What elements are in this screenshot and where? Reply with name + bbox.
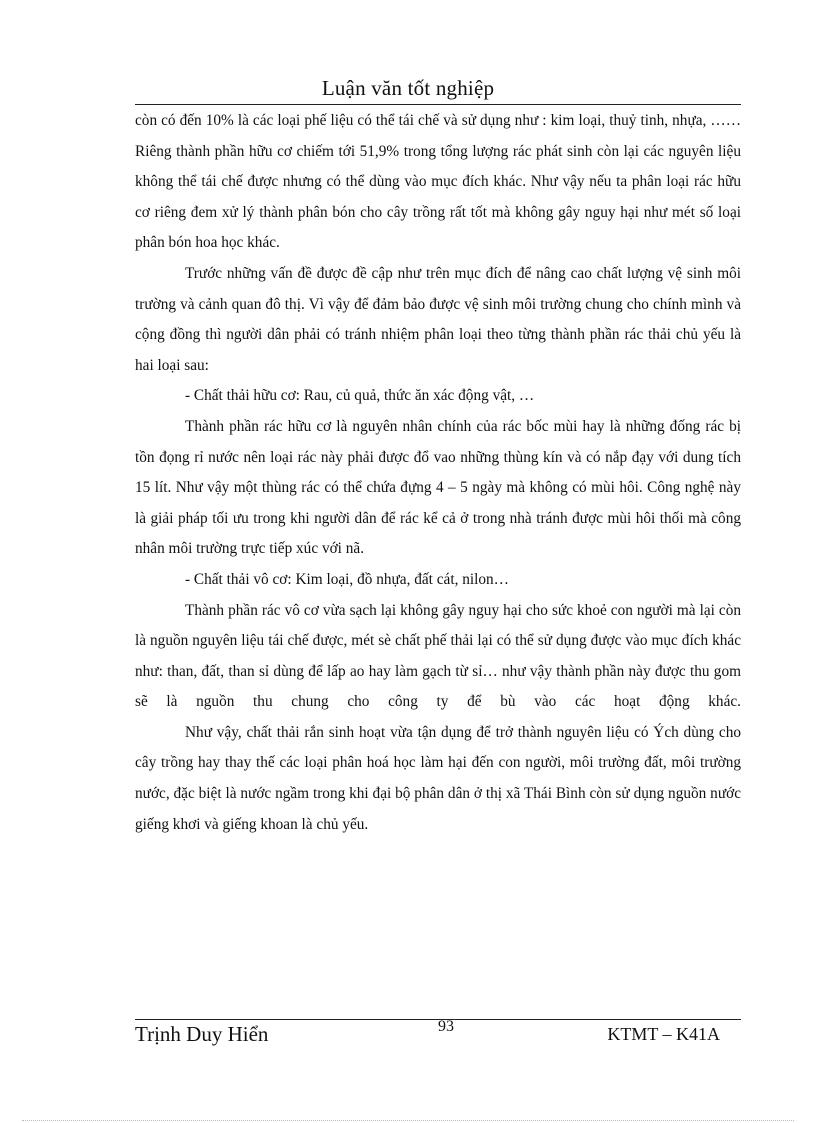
paragraph-conclusion: Như vậy, chất thải rắn sinh hoạt vừa tận dụng để trở thành nguyên liệu có Ých dùng cho cây trồng hay thay thế các loại phân hoá học làm hại đến con người, môi trường đất, môi trường nước, đặc biệt là nước ngầm trong khi đại bộ phân dân ở thị xã Thái Bình còn sử dụng nguồn nước giếng khơi và giếng khoan là chủ yếu. xyxy=(135,723,741,833)
paragraph-organic-waste: Thành phần rác hữu cơ là nguyên nhân chính của rác bốc mùi hay là những đống rác bị tồn đọng rỉ nước nên loại rác này phải được đổ vao những thùng kín và có nắp đạy với dung tích 15 lít. Như vậy một thùng rác có thể chứa đựng 4 – 5 ngày mà không có mùi hôi. Công nghệ này là giải pháp tối ưu trong khi người dân để rác kể cả ở trong nhà tránh được mùi hôi thối mà công nhân môi trường trực tiếp xúc với nã. xyxy=(135,417,741,558)
list-item-inorganic-waste: - Chất thải vô cơ: Kim loại, đồ nhựa, đất cát, nilon… xyxy=(185,570,509,588)
header-title: Luận văn tốt nghiệp xyxy=(321,76,495,100)
body-text xyxy=(135,106,741,840)
header-divider xyxy=(135,104,741,105)
paragraph-continuation: còn có đến 10% là các loại phế liệu có thể tái chế và sử dụng như : kim loại, thuỷ tinh, nhựa, …… Riêng thành phần hữu cơ chiếm tới 51,9% trong tổng lượng rác phát sinh còn lại các nguyên liệu không thể tái chế được nhưng có thể dùng vào mục đích khác. Như vậy nếu ta phân loại rác hữu cơ riêng đem xử lý thành phân bón cho cây trồng rất tốt mà không gây nguy hại như mét số loại phân bón hoa học khác. xyxy=(135,112,741,252)
page-bottom-edge xyxy=(22,1120,794,1121)
list-item-organic-waste: - Chất thải hữu cơ: Rau, củ quả, thức ăn xác động vật, … xyxy=(185,387,535,405)
footer-author: Trịnh Duy Hiển xyxy=(135,1022,269,1046)
paragraph-inorganic-waste: Thành phần rác vô cơ vừa sạch lại không gây nguy hại cho sức khoẻ con người mà lại còn là nguồn nguyên liệu tái chế được, mét sè chất phế thải lại có thể sử dụng được vào mục đích khác như: than, đất, than sỉ dùng để lấp ao hay làm gạch từ sỉ… như vậy thành phần này được thu gom sẽ là nguồn thu chung cho công ty để bù vào các hoạt động khác. xyxy=(135,601,741,711)
paragraph-context: Trước những vấn đề được đề cập như trên mục đích để nâng cao chất lượng vệ sinh môi trường và cảnh quan đô thị. Vì vậy để đảm bảo được vệ sinh môi trường chung cho chính mình và cộng đồng thì người dân phải có tránh nhiệm phân loại theo từng thành phần rác thải chủ yếu là hai loại sau: xyxy=(135,264,741,374)
page-number: 93 xyxy=(438,1018,454,1035)
footer-class-code: KTMT – K41A xyxy=(607,1024,720,1044)
